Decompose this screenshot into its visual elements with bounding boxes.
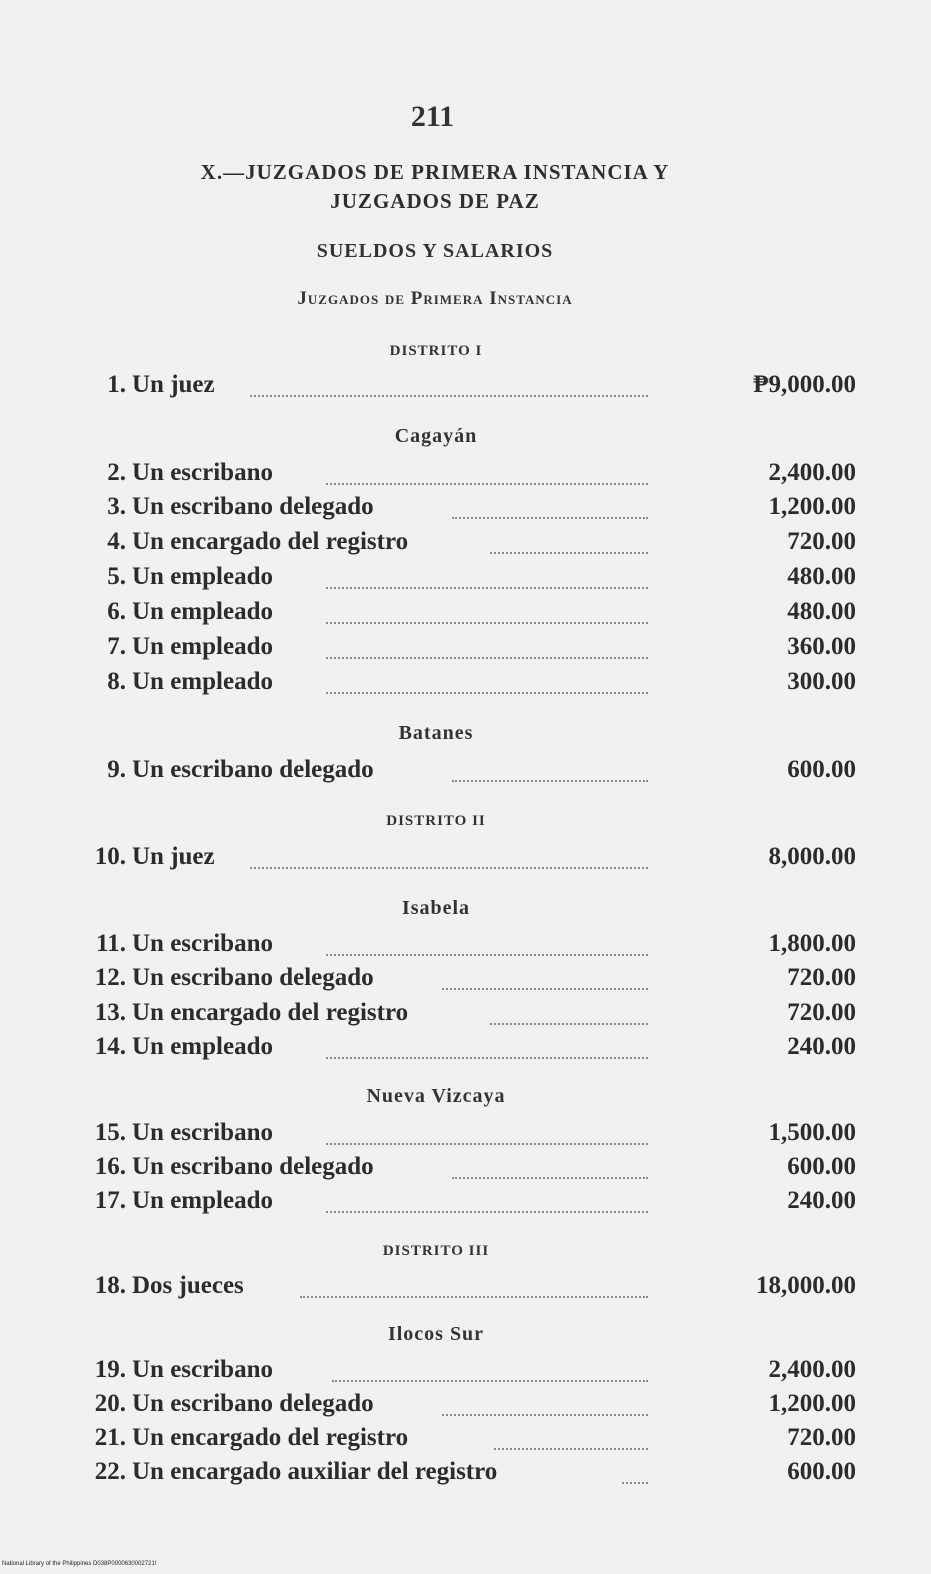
row-number: 17. xyxy=(94,1187,126,1214)
row-amount: 1,200.00 xyxy=(768,1390,856,1417)
row-number: 12. xyxy=(94,964,126,991)
region-heading-ilocos-sur: Ilocos Sur xyxy=(387,1323,485,1345)
row-number: 14. xyxy=(94,1033,126,1060)
row-number: 16. xyxy=(94,1153,126,1180)
row-description: Un juez xyxy=(132,843,215,870)
row-description: Un encargado del registro xyxy=(132,528,409,555)
table-row xyxy=(78,756,856,790)
table-row xyxy=(78,930,856,964)
leader-dots xyxy=(442,1414,648,1416)
row-number: 21. xyxy=(94,1424,126,1451)
region-heading-cagayan: Cagayán xyxy=(394,425,478,447)
row-amount: 8,000.00 xyxy=(768,843,856,870)
row-description: Un empleado xyxy=(132,563,273,590)
row-number: 13. xyxy=(94,999,126,1026)
row-description: Un escribano delegado xyxy=(132,756,374,783)
leader-dots xyxy=(332,1380,648,1382)
row-number: 7. xyxy=(107,633,126,660)
row-number: 8. xyxy=(107,668,126,695)
row-amount: 360.00 xyxy=(787,633,856,660)
region-heading-nueva-vizcaya: Nueva Vizcaya xyxy=(366,1085,506,1107)
row-amount: 1,500.00 xyxy=(768,1119,856,1146)
row-description: Un encargado del registro xyxy=(132,1424,409,1451)
row-number: 3. xyxy=(107,493,126,520)
table-row xyxy=(78,598,856,632)
row-description: Un encargado auxiliar del registro xyxy=(132,1458,498,1485)
table-row xyxy=(78,1153,856,1187)
row-description: Un empleado xyxy=(132,633,273,660)
region-heading-batanes: Batanes xyxy=(398,722,474,744)
district-heading-2: DISTRITO II xyxy=(386,813,486,829)
leader-dots xyxy=(326,954,648,956)
row-description: Un escribano xyxy=(132,930,273,957)
row-amount: 600.00 xyxy=(787,1153,856,1180)
row-description: Dos jueces xyxy=(132,1272,244,1299)
table-row xyxy=(78,1356,856,1390)
table-row xyxy=(78,459,856,493)
row-description: Un escribano xyxy=(132,1356,273,1383)
row-number: 19. xyxy=(94,1356,126,1383)
row-description: Un empleado xyxy=(132,598,273,625)
row-number: 22. xyxy=(94,1458,126,1485)
district-heading-1: DISTRITO I xyxy=(389,343,483,359)
leader-dots xyxy=(622,1482,648,1484)
row-amount: 720.00 xyxy=(787,999,856,1026)
row-amount: ₱9,000.00 xyxy=(753,371,856,398)
table-row xyxy=(78,371,856,405)
region-heading-isabela: Isabela xyxy=(401,897,471,919)
row-amount: 18,000.00 xyxy=(756,1272,856,1299)
table-row xyxy=(78,493,856,527)
row-amount: 480.00 xyxy=(787,563,856,590)
row-amount: 2,400.00 xyxy=(768,459,856,486)
row-amount: 240.00 xyxy=(787,1033,856,1060)
section-title: Juzgados de Primera Instancia xyxy=(297,288,573,309)
leader-dots xyxy=(326,1057,648,1059)
leader-dots xyxy=(250,867,648,869)
leader-dots xyxy=(494,1448,648,1450)
row-number: 6. xyxy=(107,598,126,625)
table-row xyxy=(78,668,856,702)
table-row xyxy=(78,1390,856,1424)
leader-dots xyxy=(326,692,648,694)
leader-dots xyxy=(490,1023,648,1025)
leader-dots xyxy=(452,780,648,782)
row-description: Un encargado del registro xyxy=(132,999,409,1026)
district-heading-3: DISTRITO III xyxy=(382,1243,490,1259)
row-number: 4. xyxy=(107,528,126,555)
row-number: 20. xyxy=(94,1390,126,1417)
leader-dots xyxy=(250,395,648,397)
leader-dots xyxy=(326,483,648,485)
table-row xyxy=(78,964,856,998)
table-row xyxy=(78,999,856,1033)
leader-dots xyxy=(326,1211,648,1213)
table-row xyxy=(78,1119,856,1153)
table-row xyxy=(78,1458,856,1492)
row-amount: 480.00 xyxy=(787,598,856,625)
leader-dots xyxy=(326,1143,648,1145)
table-row xyxy=(78,1187,856,1221)
table-row xyxy=(78,633,856,667)
leader-dots xyxy=(300,1296,648,1298)
row-number: 2. xyxy=(107,459,126,486)
row-number: 1. xyxy=(107,371,126,398)
chapter-title-line-1: X.—JUZGADOS DE PRIMERA INSTANCIA Y xyxy=(200,160,670,184)
row-description: Un escribano xyxy=(132,1119,273,1146)
row-amount: 720.00 xyxy=(787,964,856,991)
row-amount: 720.00 xyxy=(787,528,856,555)
leader-dots xyxy=(326,622,648,624)
row-description: Un empleado xyxy=(132,668,273,695)
row-amount: 2,400.00 xyxy=(768,1356,856,1383)
row-number: 11. xyxy=(96,930,126,957)
row-description: Un escribano delegado xyxy=(132,493,374,520)
leader-dots xyxy=(452,517,648,519)
leader-dots xyxy=(452,1177,648,1179)
scan-footer-caption: National Library of the Philippines D038P0000630002721! xyxy=(2,1561,157,1567)
row-number: 9. xyxy=(107,756,126,783)
row-amount: 300.00 xyxy=(787,668,856,695)
row-description: Un escribano xyxy=(132,459,273,486)
row-amount: 720.00 xyxy=(787,1424,856,1451)
leader-dots xyxy=(326,587,648,589)
chapter-title-line-2: JUZGADOS DE PAZ xyxy=(330,189,540,213)
leader-dots xyxy=(326,657,648,659)
row-number: 10. xyxy=(94,843,126,870)
row-amount: 240.00 xyxy=(787,1187,856,1214)
row-amount: 600.00 xyxy=(787,1458,856,1485)
row-number: 15. xyxy=(94,1119,126,1146)
table-row xyxy=(78,563,856,597)
row-amount: 1,200.00 xyxy=(768,493,856,520)
table-row xyxy=(78,843,856,877)
row-description: Un escribano delegado xyxy=(132,1390,374,1417)
row-amount: 1,800.00 xyxy=(768,930,856,957)
row-description: Un escribano delegado xyxy=(132,964,374,991)
table-row xyxy=(78,528,856,562)
table-row xyxy=(78,1424,856,1458)
row-number: 5. xyxy=(107,563,126,590)
row-description: Un escribano delegado xyxy=(132,1153,374,1180)
row-description: Un empleado xyxy=(132,1033,273,1060)
table-row xyxy=(78,1033,856,1067)
subtitle: SUELDOS Y SALARIOS xyxy=(316,240,554,262)
row-description: Un juez xyxy=(132,371,215,398)
row-description: Un empleado xyxy=(132,1187,273,1214)
row-amount: 600.00 xyxy=(787,756,856,783)
table-row xyxy=(78,1272,856,1306)
row-number: 18. xyxy=(94,1272,126,1299)
page-number: 211 xyxy=(410,100,455,133)
leader-dots xyxy=(490,552,648,554)
leader-dots xyxy=(442,988,648,990)
